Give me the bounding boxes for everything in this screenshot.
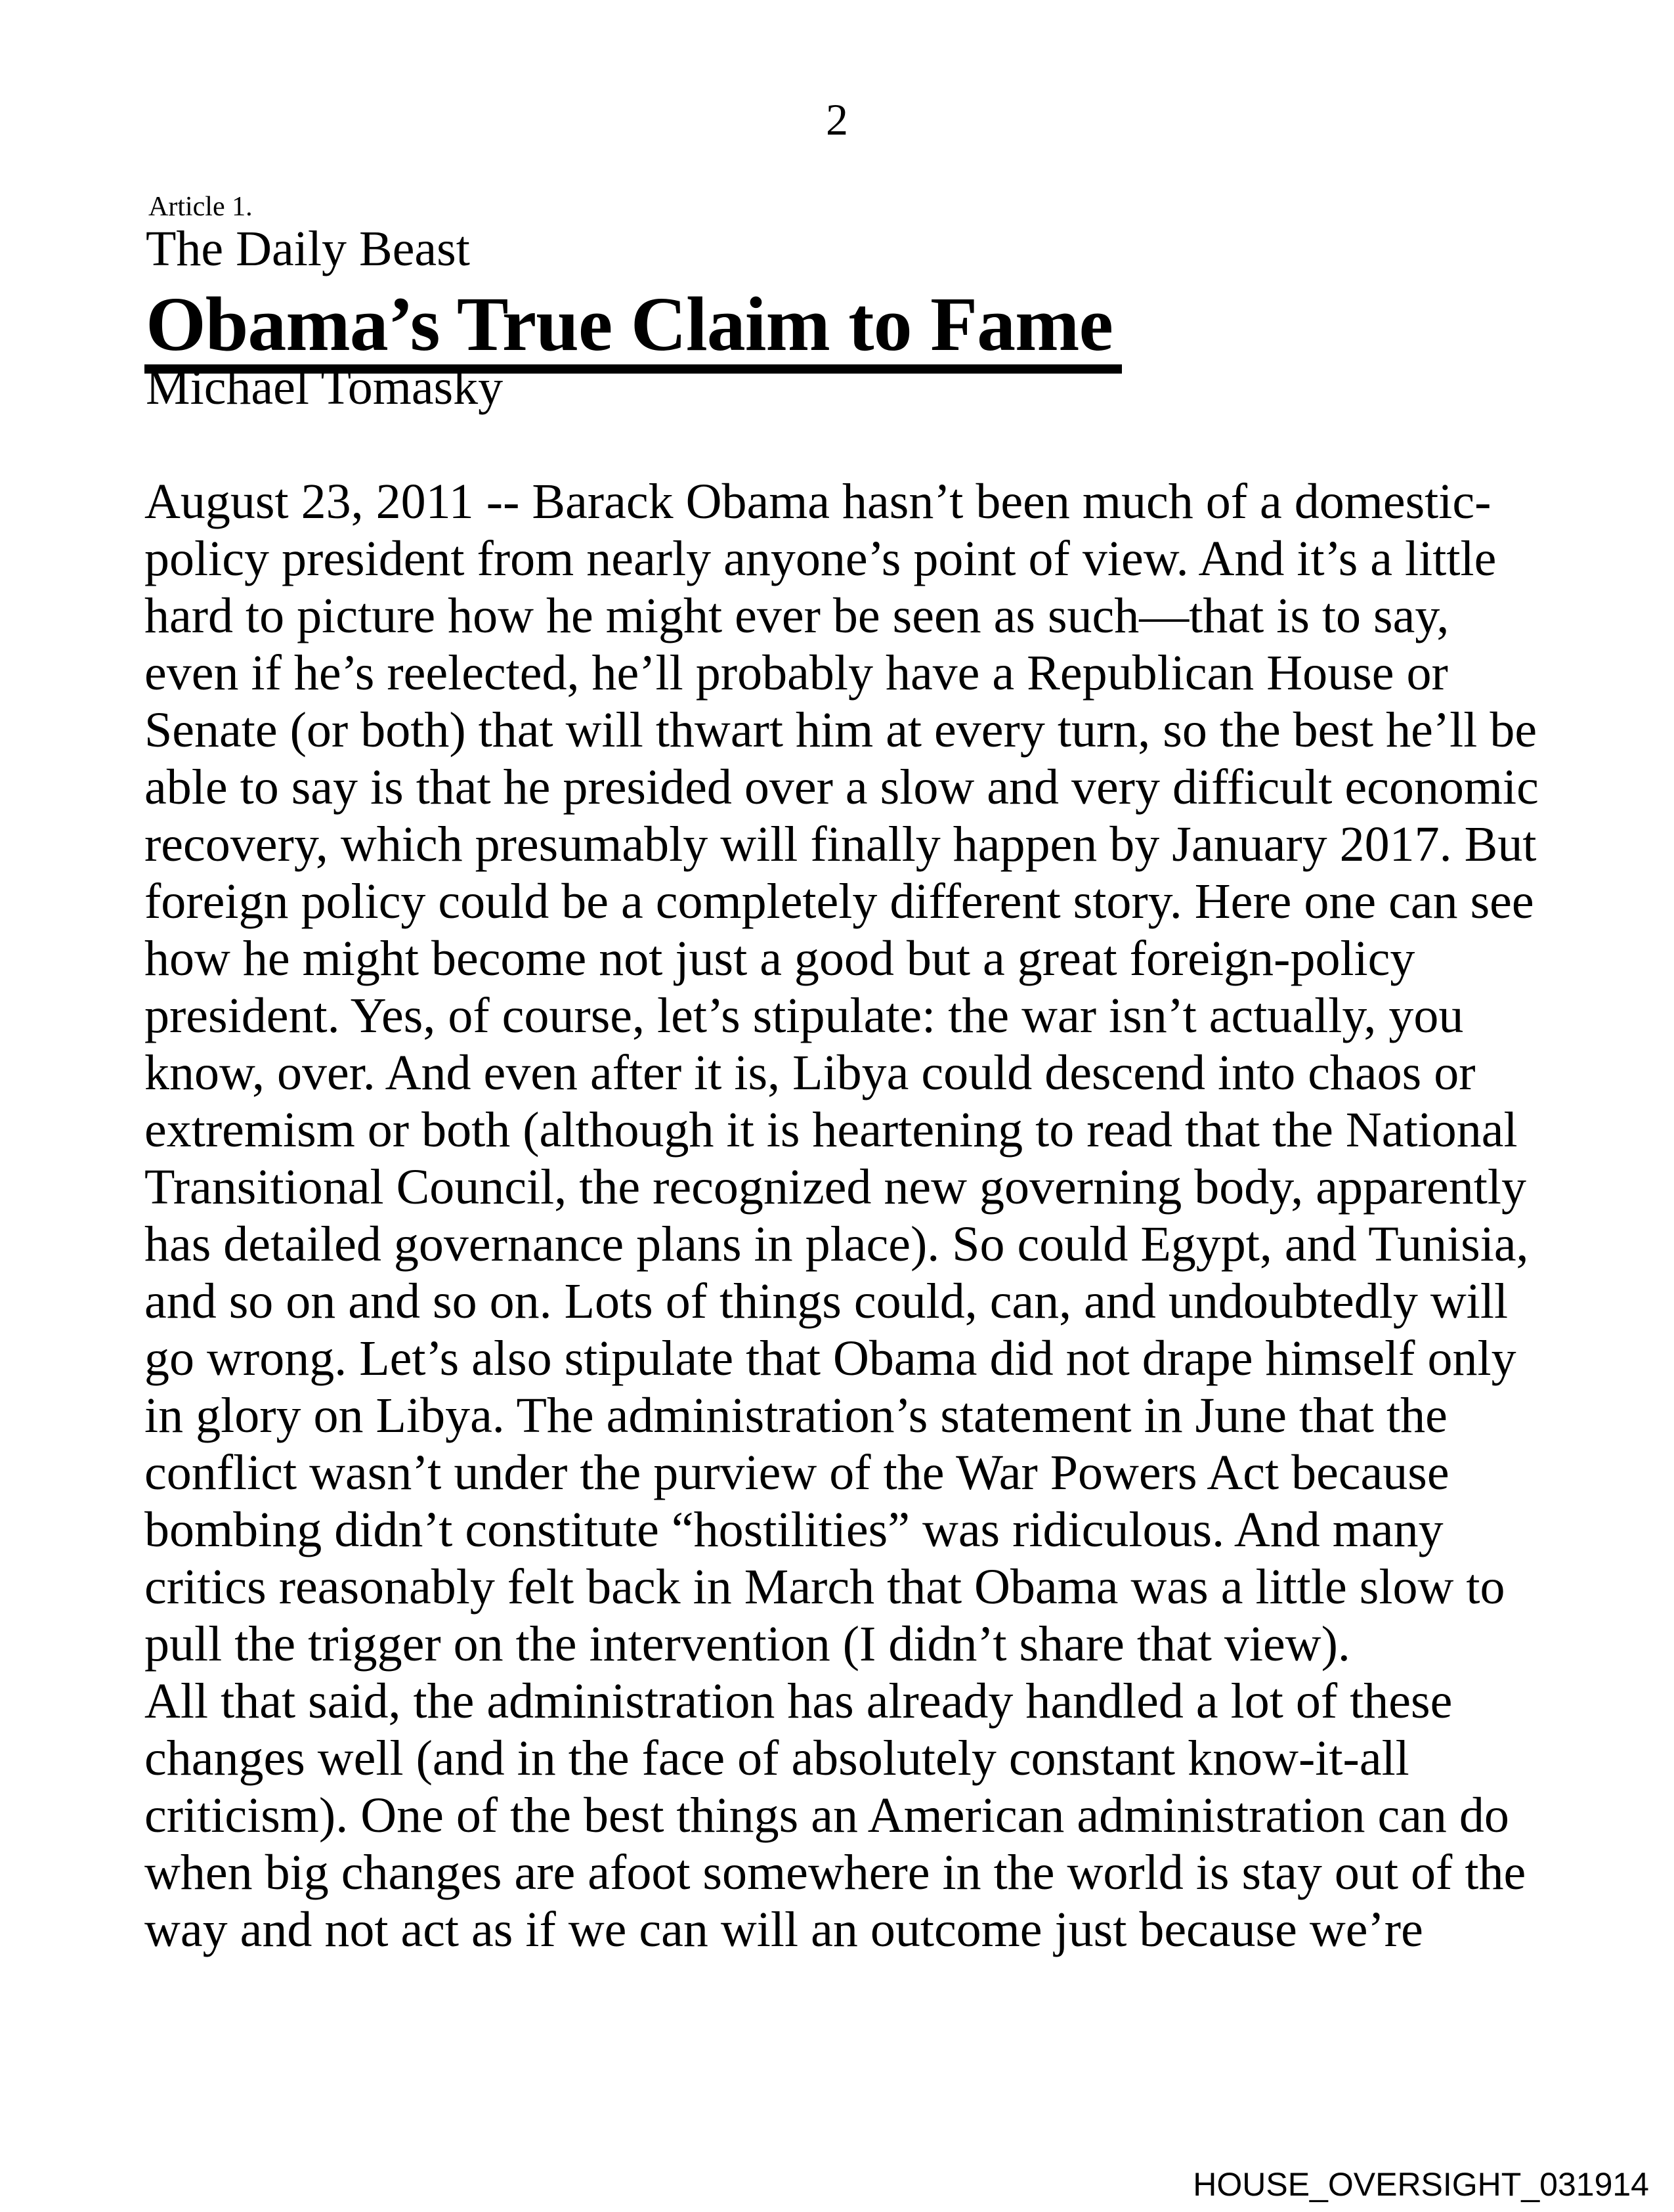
body-line: policy president from nearly anyone’s point of view. And it’s a little [144,531,1497,586]
article-source: The Daily Beast [146,221,470,276]
body-line: hard to picture how he might ever be seen as such—that is to say, [144,588,1449,643]
body-line: in glory on Libya. The administration’s statement in June that the [144,1388,1448,1443]
body-line: way and not act as if we can will an outcome just because we’re [144,1902,1423,1957]
body-line: has detailed governance plans in place). So could Egypt, and Tunisia, [144,1217,1529,1272]
body-line: Senate (or both) that will thwart him at every turn, so the best he’ll be [144,703,1537,758]
body-line: criticism). One of the best things an American administration can do [144,1788,1509,1843]
article-label: Article 1. [148,192,253,222]
article-headline: Obama’s True Claim to Fame [144,286,1122,374]
body-line: president. Yes, of course, let’s stipulate: the war isn’t actually, you [144,988,1464,1043]
body-line: August 23, 2011 -- Barack Obama hasn’t been much of a domestic- [144,474,1492,529]
bates-stamp: HOUSE_OVERSIGHT_031914 [1193,2166,1649,2203]
body-line: pull the trigger on the intervention (I didn’t share that view). [144,1616,1350,1672]
body-line: bombing didn’t constitute “hostilities” was ridiculous. And many [144,1502,1444,1557]
body-line: changes well (and in the face of absolutely constant know-it-all [144,1731,1409,1786]
body-line: foreign policy could be a completely different story. Here one can see [144,874,1534,929]
body-line: and so on and so on. Lots of things could, can, and undoubtedly will [144,1274,1509,1329]
article-author: Michael Tomasky [146,360,504,415]
body-line: know, over. And even after it is, Libya could descend into chaos or [144,1045,1476,1100]
page-number: 2 [826,95,848,144]
body-line: critics reasonably felt back in March that Obama was a little slow to [144,1559,1505,1615]
body-line: conflict wasn’t under the purview of the War Powers Act because [144,1445,1449,1500]
body-line: Transitional Council, the recognized new governing body, apparently [144,1160,1526,1215]
article-body [144,473,1539,1959]
body-line: able to say is that he presided over a slow and very difficult economic [144,760,1539,815]
body-line: even if he’s reelected, he’ll probably have a Republican House or [144,645,1448,701]
body-line: when big changes are afoot somewhere in the world is stay out of the [144,1845,1526,1900]
body-line: extremism or both (although it is heartening to read that the National [144,1102,1518,1158]
body-line: recovery, which presumably will finally happen by January 2017. But [144,817,1537,872]
body-line: All that said, the administration has already handled a lot of these [144,1674,1453,1729]
body-line: how he might become not just a good but a great foreign-policy [144,931,1415,986]
body-line: go wrong. Let’s also stipulate that Obama did not drape himself only [144,1331,1516,1386]
